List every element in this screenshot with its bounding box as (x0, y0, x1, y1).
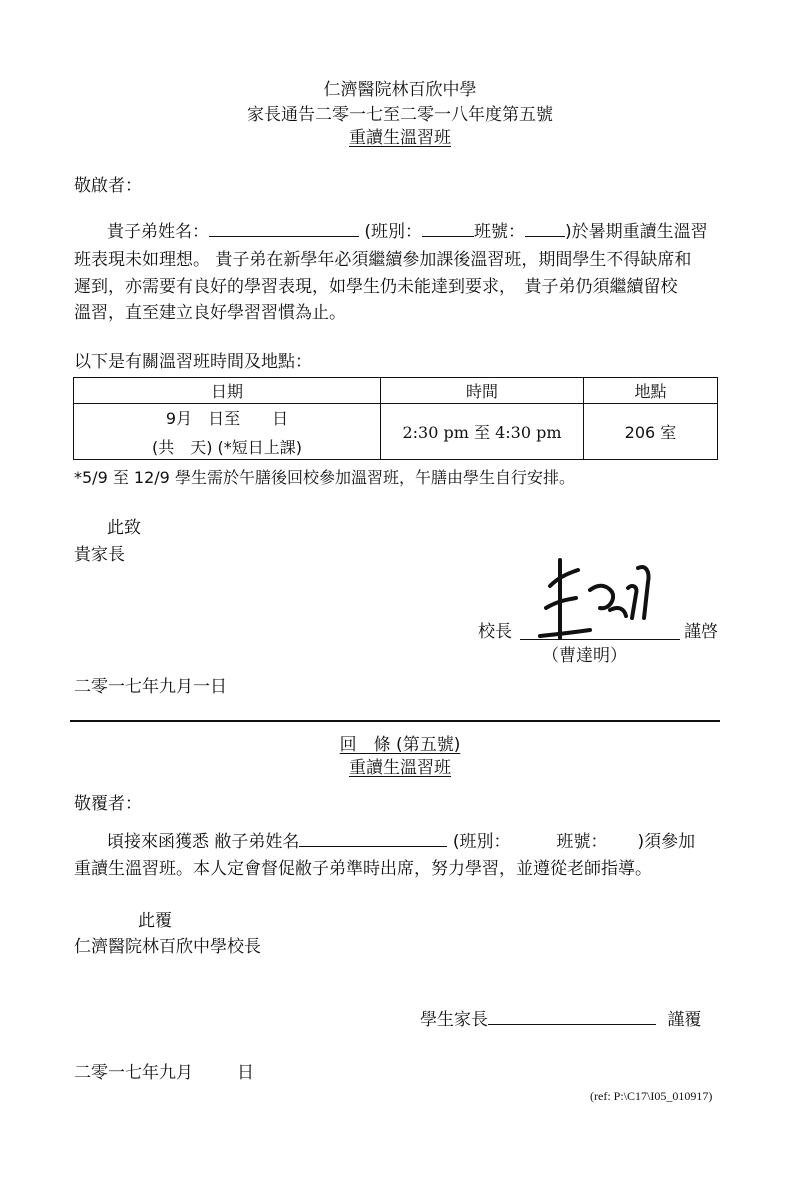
reply-slip-subject: 重讀生溫習班 (349, 758, 451, 778)
reply-salutation: 敬覆者： (74, 794, 142, 814)
reply-closing-2: 仁濟醫院林百欣中學校長 (74, 937, 261, 957)
parent-label: 學生家長 (420, 1010, 488, 1030)
principal-closing: 謹啓 (684, 622, 718, 642)
principal-label: 校長 (478, 622, 512, 642)
student-name-label: 貴子弟姓名： (107, 222, 209, 242)
reply-date-day: 日 (237, 1063, 254, 1083)
closing-line-1: 此致 (107, 518, 141, 538)
paragraph-line-4: 溫習，直至建立良好學習習慣為止。 (74, 303, 346, 323)
reply-date (74, 1063, 254, 1083)
footnote: *5/9 至 12/9 學生需於午膳後回校參加溫習班，午膳由學生自行安排。 (74, 468, 575, 487)
reply-slip-title (0, 735, 800, 755)
parent-closing: 謹覆 (667, 1010, 702, 1030)
date-line-1: 9月 日至 日 (165, 408, 289, 428)
reply-line-1-tail: )須參加 (637, 832, 696, 852)
header-place: 地點 (584, 378, 718, 404)
class-number-label: 班號： (474, 222, 526, 242)
cell-time: 2:30 pm 至 4:30 pm (381, 404, 584, 460)
student-name-blank (209, 222, 359, 237)
cell-place: 206 室 (584, 404, 718, 460)
reference-code: (ref: P:\C17\I05_010917) (590, 1089, 713, 1103)
principal-name: （曹達明） (542, 646, 627, 666)
reply-line-2: 重讀生溫習班。本人定會督促敝子弟準時出席，努力學習，並遵從老師指導。 (74, 859, 652, 879)
reply-class-number-label: 班號： (556, 832, 608, 852)
principal-signature (520, 548, 670, 648)
paragraph-line-2: 班表現未如理想。 貴子弟在新學年必須繼續參加課後溫習班，期間學生不得缺席和 (74, 250, 692, 270)
header-time: 時間 (381, 378, 584, 404)
notice-number: 家長通告二零一七至二零一八年度第五號 (247, 105, 553, 125)
salutation: 敬啟者： (74, 176, 142, 196)
schedule-table (73, 377, 718, 460)
class-label: (班別： (364, 222, 423, 242)
paragraph-line-1 (107, 222, 708, 242)
paragraph-line-1-tail: )於暑期重讀生溫習 (565, 222, 708, 242)
parent-signature-blank (488, 1010, 656, 1025)
cell-date (74, 404, 381, 460)
reply-name-label: 頃接來函獲悉 敝子弟姓名 (107, 832, 300, 852)
date-line-2: (共 天) (*短日上課) (151, 437, 303, 457)
notice-subject: 重讀生溫習班 (349, 128, 451, 148)
reply-title-text: 回 條 (第五號) (339, 735, 461, 755)
class-number-blank (525, 222, 565, 237)
reply-line-1 (107, 832, 695, 852)
table-intro: 以下是有關溫習班時間及地點： (74, 352, 312, 372)
reply-name-blank (299, 832, 447, 847)
reply-date-text: 二零一七年九月 (74, 1063, 193, 1083)
letter-date: 二零一七年九月一日 (74, 677, 227, 697)
paragraph-line-3: 遲到，亦需要有良好的學習表現，如學生仍未能達到要求， 貴子弟仍須繼續留校 (74, 277, 678, 297)
closing-line-2: 貴家長 (74, 545, 125, 565)
reply-closing-1: 此覆 (138, 911, 172, 931)
header-date: 日期 (74, 378, 381, 404)
reply-class-label: (班別： (452, 832, 511, 852)
divider-line (70, 720, 720, 722)
parent-sign-row (420, 1010, 701, 1030)
class-blank (422, 222, 474, 237)
school-name: 仁濟醫院林百欣中學 (323, 80, 477, 100)
